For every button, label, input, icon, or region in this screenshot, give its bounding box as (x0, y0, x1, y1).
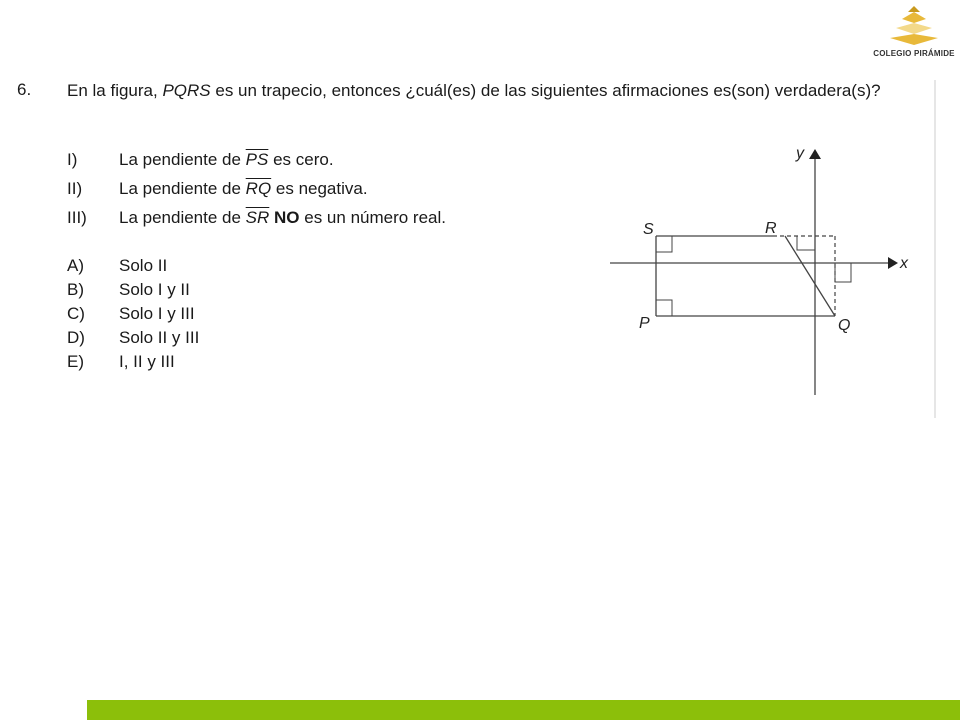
statement-text (119, 178, 368, 199)
trapezoid-figure (600, 130, 930, 410)
option-text: I, II y III (119, 352, 175, 371)
right-angle-q (835, 263, 851, 282)
x-axis-label: x (900, 255, 908, 272)
statement-text (119, 207, 446, 228)
question-intro: En la figura, (67, 81, 163, 100)
option-text: Solo II y III (119, 328, 200, 347)
segment-sr: $\overline{SR}$ (245, 208, 270, 227)
footer-bar (87, 700, 960, 720)
logo-text: COLEGIO PIRÁMIDE (873, 49, 955, 58)
question-number: 6. (17, 80, 32, 99)
point-s-label: S (643, 221, 654, 238)
option-text: Solo II (119, 256, 168, 275)
option-label: A) (67, 256, 84, 275)
statement-pre: La pendiente de (119, 179, 246, 198)
point-p-label: P (639, 315, 650, 332)
statement-post: es un número real. (299, 208, 446, 227)
segment-rq: $\overline{RQ}$ (245, 179, 272, 198)
pyramid-logo-icon (884, 4, 944, 48)
option-label: B) (67, 280, 84, 299)
statement-post: es cero. (268, 150, 334, 169)
option-label: E) (67, 352, 84, 371)
right-angle-axis (797, 236, 815, 250)
statement-label: I) (67, 150, 78, 169)
segment-ps: $\overline{PS}$ (245, 150, 269, 169)
school-logo (872, 4, 956, 62)
segment-rq-line (785, 236, 835, 316)
point-r-label: R (765, 220, 777, 237)
x-arrow-icon (888, 257, 898, 269)
right-angle-s (656, 236, 672, 252)
statement-post: es negativa. (271, 179, 368, 198)
right-angle-p (656, 300, 672, 316)
option-text: Solo I y II (119, 280, 190, 299)
question-text (67, 80, 922, 101)
statement-pre: La pendiente de (119, 150, 246, 169)
y-arrow-icon (809, 149, 821, 159)
statement-label: III) (67, 208, 87, 227)
option-label: D) (67, 328, 85, 347)
right-divider (934, 80, 936, 418)
question-text-rest: es un trapecio, entonces ¿cuál(es) de las siguientes afirmaciones es(son) verdadera(s)? (210, 81, 881, 100)
statement-text (119, 149, 334, 170)
figure-name: PQRS (162, 81, 211, 100)
statement-bold: NO (274, 208, 300, 227)
y-axis-label: y (796, 145, 804, 162)
option-text: Solo I y III (119, 304, 195, 323)
point-q-label: Q (838, 317, 851, 334)
statement-pre: La pendiente de (119, 208, 246, 227)
statement-label: II) (67, 179, 83, 198)
option-label: C) (67, 304, 85, 323)
